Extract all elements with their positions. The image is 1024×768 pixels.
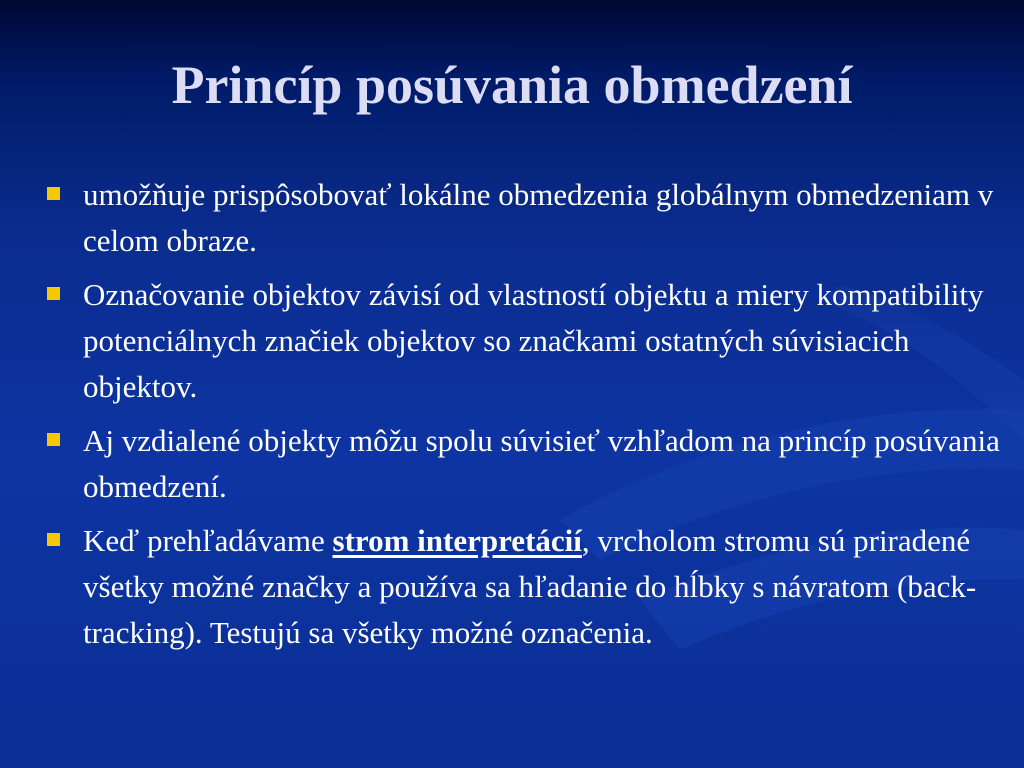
bullet-item bbox=[40, 518, 1000, 656]
term-link[interactable]: strom interpretácií bbox=[332, 523, 582, 558]
bullet-item bbox=[40, 272, 1000, 410]
bullet-list bbox=[40, 172, 1000, 664]
bullet-text: umožňuje prispôsobovať lokálne obmedzenia globálnym obmedzeniam v celom obraze. bbox=[83, 177, 994, 258]
slide-title: Princíp posúvania obmedzení bbox=[171, 55, 853, 115]
square-bullet-icon bbox=[47, 533, 60, 546]
bullet-text: Označovanie objektov závisí od vlastností objektu a miery kompatibility potenciálnych značiek objektov so značkami ostatných súvisiacich objektov. bbox=[83, 277, 984, 404]
square-bullet-icon bbox=[47, 287, 60, 300]
square-bullet-icon bbox=[47, 433, 60, 446]
bullet-item bbox=[40, 172, 1000, 264]
bullet-text-after: , vrcholom stromu sú priradené všetky možné značky a používa sa hľadanie do hĺbky s návratom (back-tracking). Testujú sa všetky možné označenia. bbox=[83, 523, 977, 650]
bullet-text bbox=[83, 523, 976, 650]
square-bullet-icon bbox=[47, 187, 60, 200]
bullet-text-before: Keď prehľadávame bbox=[83, 523, 333, 558]
bullet-item bbox=[40, 418, 1000, 510]
bullet-text: Aj vzdialené objekty môžu spolu súvisieť vzhľadom na princíp posúvania obmedzení. bbox=[83, 423, 1000, 504]
